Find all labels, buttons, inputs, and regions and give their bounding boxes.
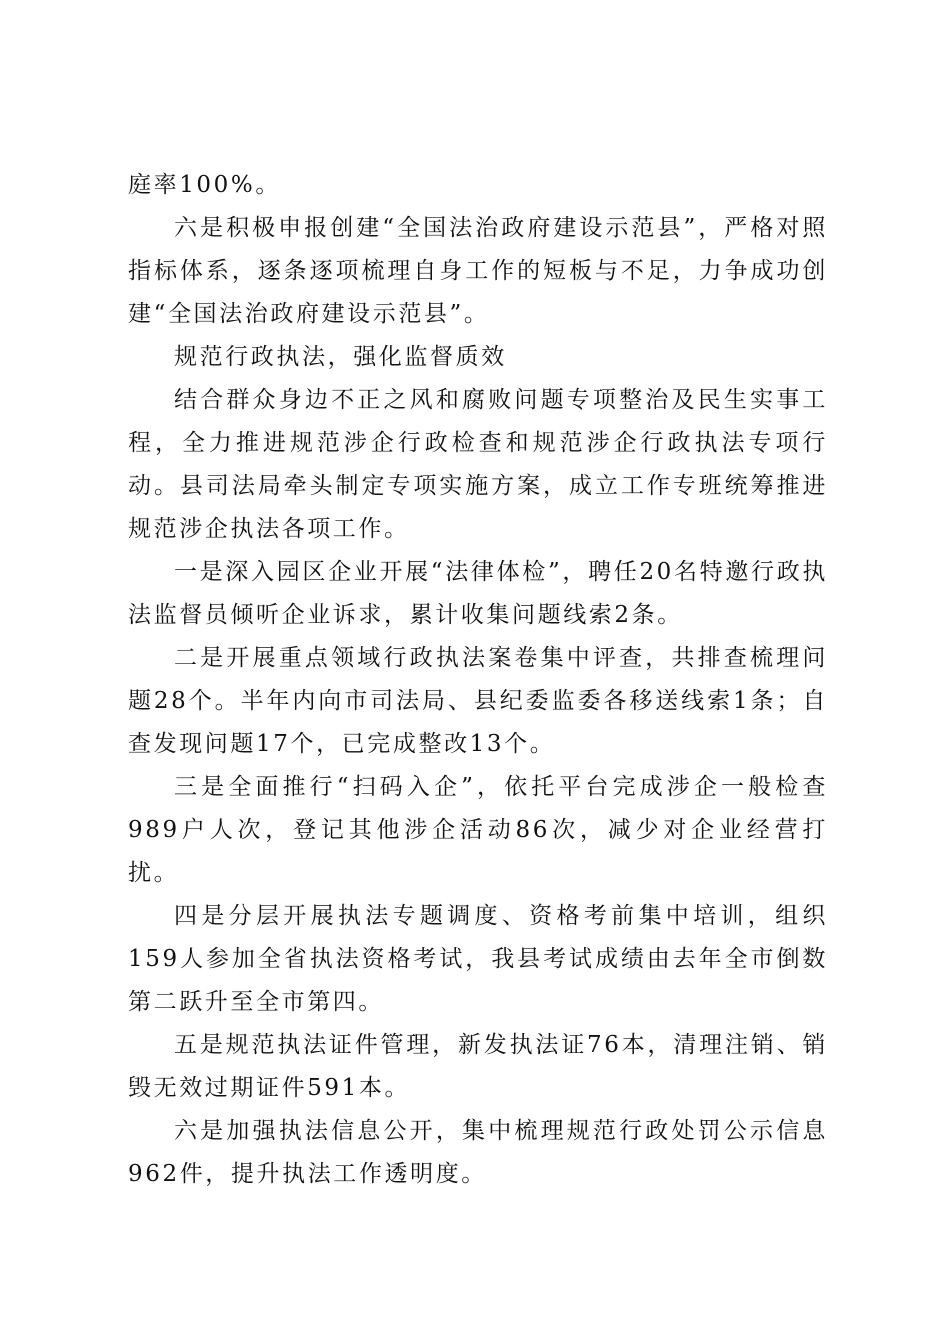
paragraph-demonstration-county: 六是积极申报创建“全国法治政府建设示范县”，严格对照指标体系，逐条逐项梳理自身工作的短板与不足，力争成功创建“全国法治政府建设示范县”。 <box>128 215 828 327</box>
paragraph-item-3: 三是全面推行“扫码入企”，依托平台完成涉企一般检查989户人次，登记其他涉企活动86次，减少对企业经营打扰。 <box>128 774 828 886</box>
document-body <box>128 164 828 1196</box>
paragraph-item-2: 二是开展重点领域行政执法案卷集中评查，共排查梳理问题28个。半年内向市司法局、县纪委监委各移送线索1条；自查发现问题17个，已完成整改13个。 <box>128 645 828 757</box>
paragraph-item-6: 六是加强执法信息公开，集中梳理规范行政处罚公示信息962件，提升执法工作透明度。 <box>128 1118 828 1187</box>
paragraph-item-5: 五是规范执法证件管理，新发执法证76本，清理注销、销毁无效过期证件591本。 <box>128 1032 828 1101</box>
paragraph-item-1: 一是深入园区企业开展“法律体检”，聘任20名特邀行政执法监督员倾听企业诉求，累计收集问题线索2条。 <box>128 559 828 628</box>
section-heading: 规范行政执法，强化监督质效 <box>174 344 507 370</box>
paragraph-item-4: 四是分层开展执法专题调度、资格考前集中培训，组织159人参加全省执法资格考试，我县考试成绩由去年全市倒数第二跃升至全市第四。 <box>128 903 828 1015</box>
paragraph-section-intro: 结合群众身边不正之风和腐败问题专项整治及民生实事工程，全力推进规范涉企行政检查和规范涉企行政执法专项行动。县司法局牵头制定专项实施方案，成立工作专班统筹推进规范涉企执法各项工作。 <box>128 387 828 542</box>
paragraph-continuation: 庭率100%。 <box>128 172 281 198</box>
